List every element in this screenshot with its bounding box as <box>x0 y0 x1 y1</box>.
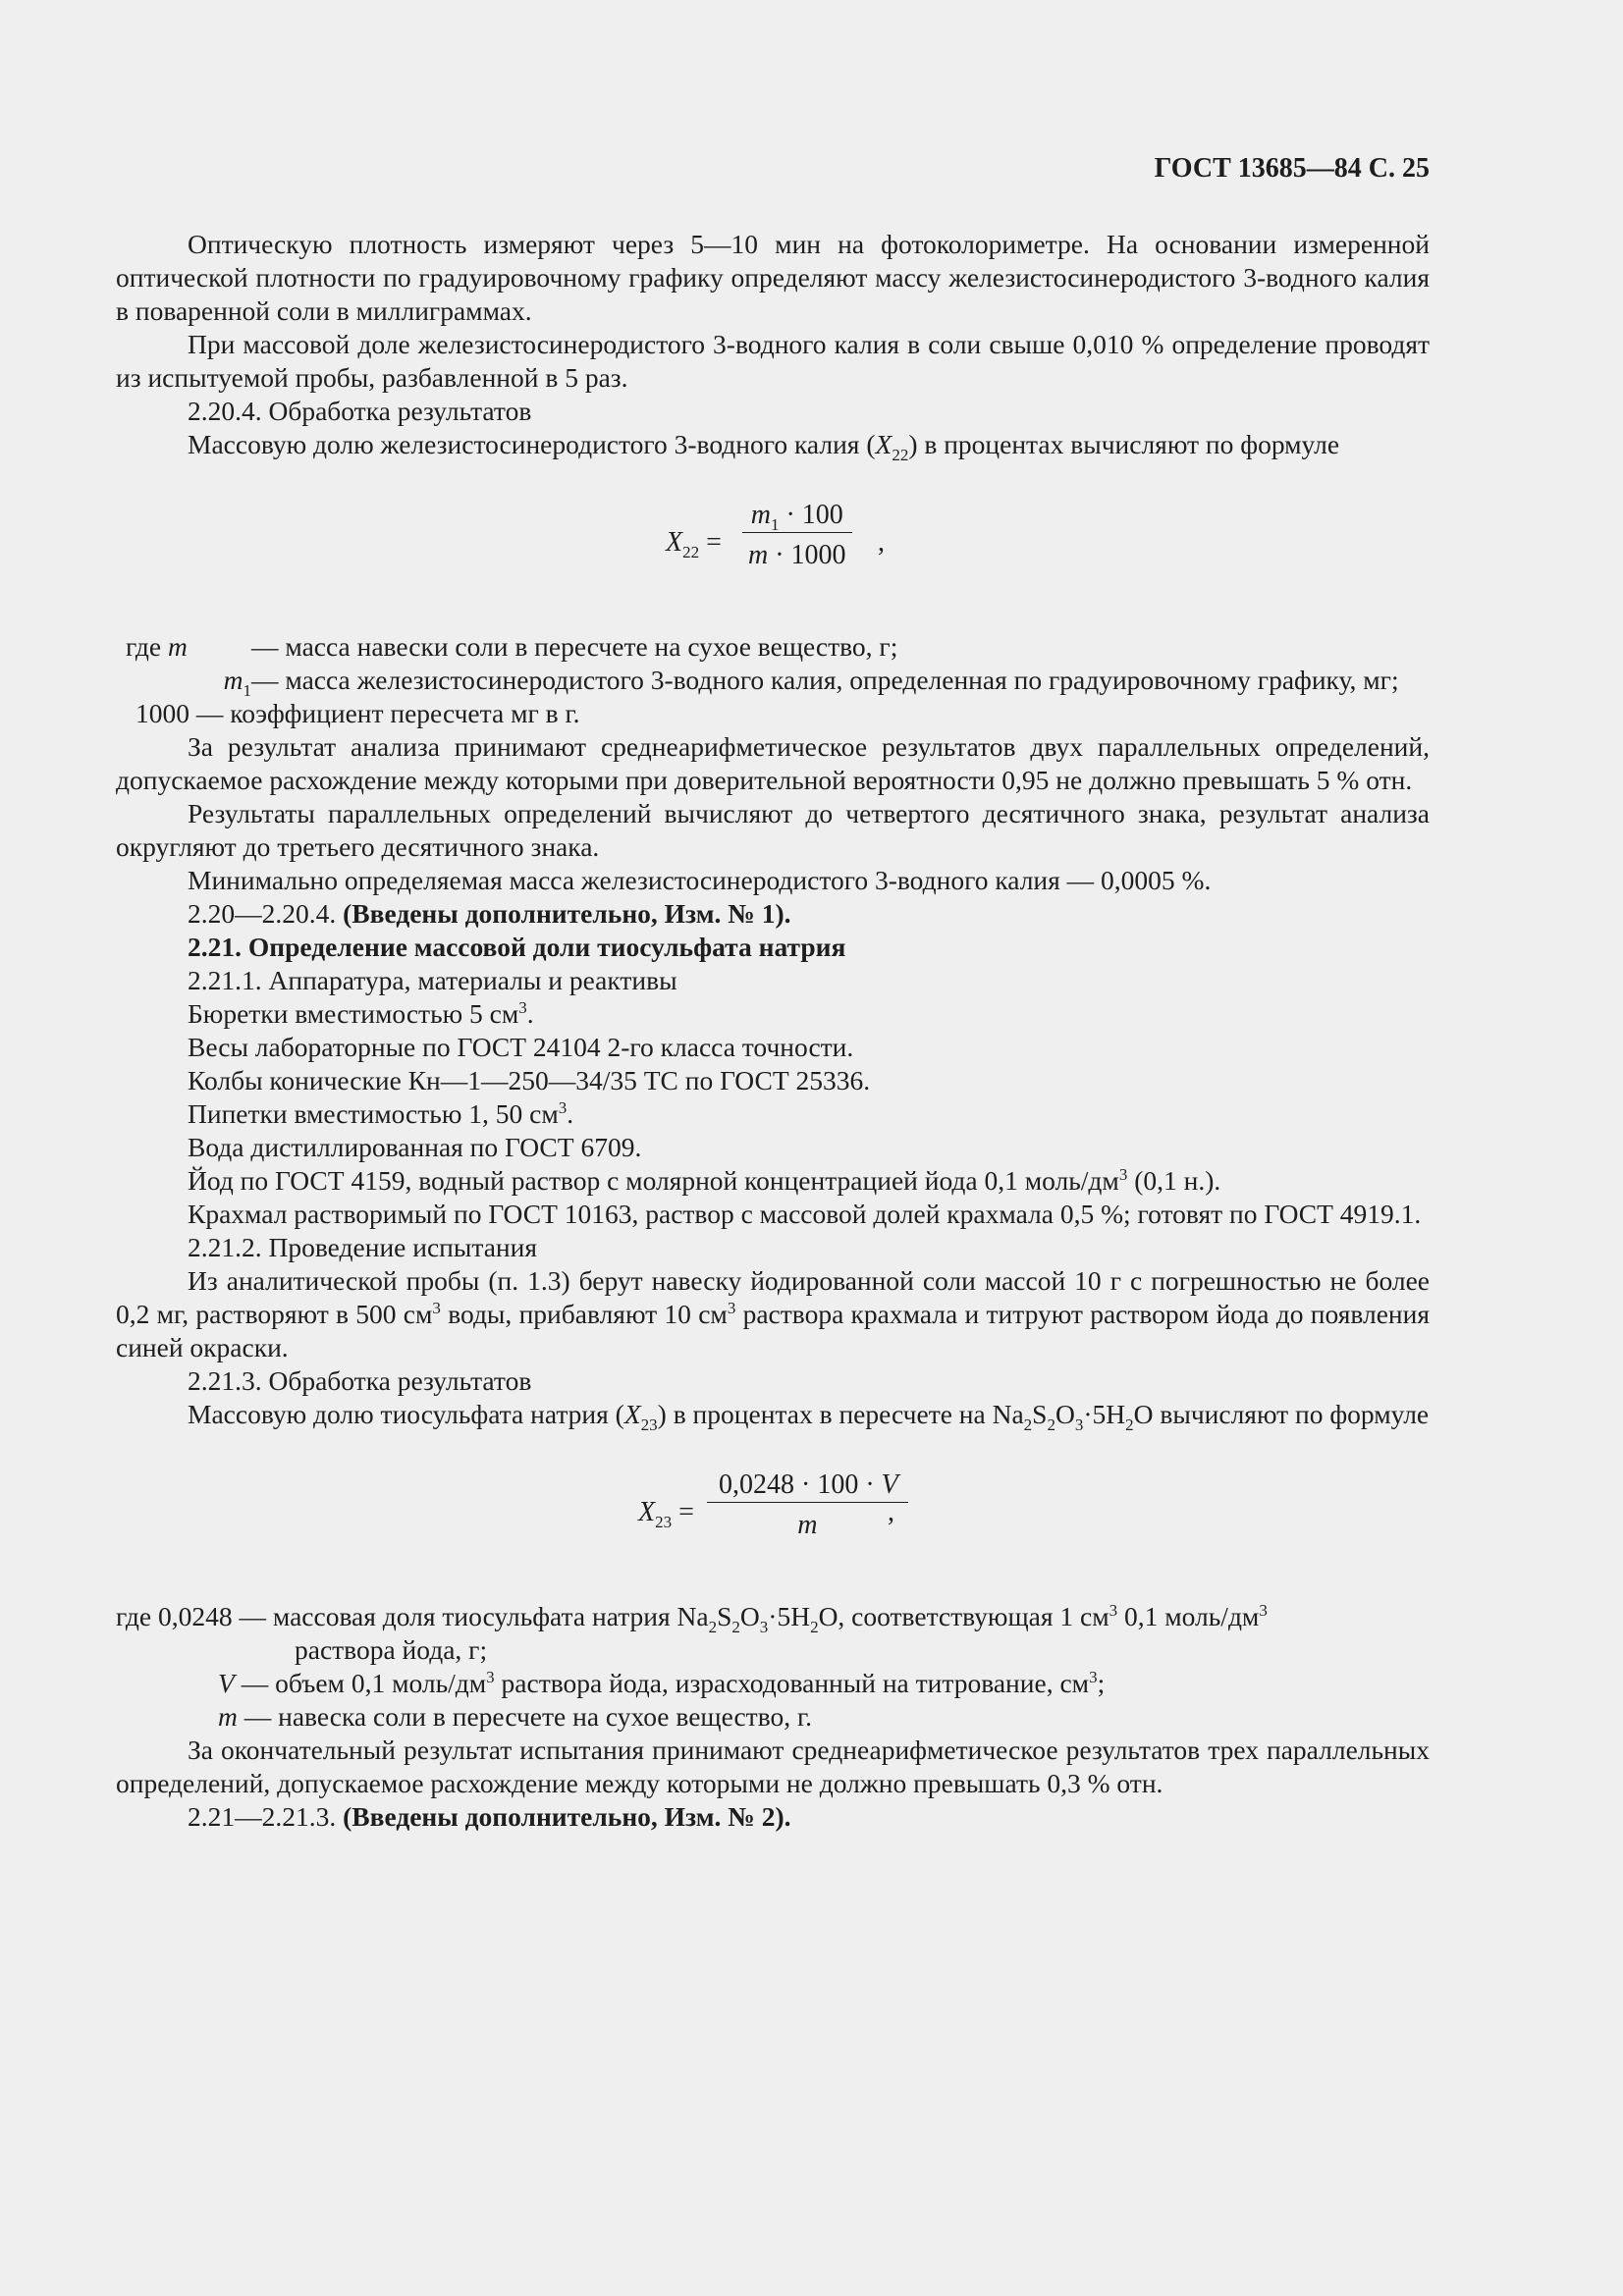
legend-x22-1000: 1000 — коэффициент пересчета мг в г. <box>135 698 580 728</box>
paragraph-rounding: Результаты параллельных определений вычисляют до четвертого десятичного знака, результат анализа округляют до третьего десятичного знака. <box>116 798 1430 862</box>
amendment-note-1: 2.20—2.20.4. (Введены дополнительно, Изм. № 1). <box>188 898 791 929</box>
paragraph-formula-intro-1: Массовую долю железистосинеродистого 3-водного калия $(X_{22})$ в процентах вычисляют по формуле <box>188 429 1340 464</box>
formula-x23-lhs: $X_{23}$ = <box>638 1497 694 1531</box>
paragraph-final-result: За окончательный результат испытания принимают среднеарифметическое результатов трех параллельных определений, допускаемое расхождение между которыми не должно превышать 0,3 % отн. <box>116 1735 1430 1798</box>
legend-x23-coefficient: где 0,0248 — массовая доля тиосульфата натрия $Na_2S_2O_3\cdot 5H_2O$, соответствующая 1 $см^3$ 0,1 моль/$дм^3$ <box>116 1601 1268 1636</box>
legend-x23 <box>116 1600 1430 1734</box>
formula-x22 <box>116 461 1430 618</box>
legend-x23-m: m — навеска соли в пересчете на сухое вещество, г. <box>218 1701 813 1732</box>
formula-x23 <box>116 1431 1430 1588</box>
section-2-21-title: 2.21. Определение массовой доли тиосульфата натрия <box>188 932 846 962</box>
section-2-21-1: 2.21.1. Аппаратура, материалы и реактивы <box>188 965 677 995</box>
formula-x22-lhs: $X_{22}$ = <box>666 527 722 561</box>
legend-x22-m: где m — масса навески соли в пересчете на сухое вещество, г; <box>126 631 898 662</box>
list-item-pipettes: Пипетки вместимостью 1, 50 $см^3$. <box>188 1098 574 1129</box>
paragraph-dilution: При массовой доле железистосинеродистого 3-водного калия в соли свыше 0,010 % определение проводят из испытуемой пробы, разбавленной в 5 раз. <box>116 329 1430 393</box>
page-body <box>116 228 1430 1834</box>
list-item-scales: Весы лабораторные по ГОСТ 24104 2-го класса точности. <box>188 1032 854 1062</box>
formula-x22-denominator: m · 1000 <box>742 532 852 572</box>
amendment-note-2: 2.21—2.21.3. (Введены дополнительно, Изм. № 2). <box>188 1801 791 1832</box>
formula-x23-comma: , <box>888 1497 894 1527</box>
legend-x23-v: V — объем 0,1 моль/$дм^3$ раствора йода, израсходованный на титрование, $см^3$; <box>218 1668 1106 1698</box>
list-item-iodine: Йод по ГОСТ 4159, водный раствор с молярной концентрацией йода 0,1 моль/$дм^3$ (0,1 н.). <box>188 1165 1221 1196</box>
list-item-starch: Крахмал растворимый по ГОСТ 10163, раствор с массовой долей крахмала 0,5 %; готовят по ГОСТ 4919.1. <box>188 1199 1422 1229</box>
legend-x23-coefficient-cont: раствора йода, г; <box>295 1634 488 1665</box>
section-2-21-2: 2.21.2. Проведение испытания <box>188 1232 537 1262</box>
list-item-burettes: Бюретки вместимостью 5 $см^3$. <box>188 998 534 1029</box>
list-item-water: Вода дистиллированная по ГОСТ 6709. <box>188 1132 642 1162</box>
formula-x22-comma: , <box>878 527 885 558</box>
paragraph-result-parallel: За результат анализа принимают среднеарифметическое результатов двух параллельных определений, допускаемое расхождение между которыми при доверительной вероятности 0,95 не должно превышать 5 % отн. <box>116 731 1430 795</box>
section-2-20-4: 2.20.4. Обработка результатов <box>188 396 532 426</box>
paragraph-optical-density: Оптическую плотность измеряют через 5—10 мин на фотоколориметре. На основании измеренной оптической плотности по градуировочному графику определяют массу железистосинеродистого 3-водного калия в поваренной соли в миллиграммах. <box>116 229 1430 326</box>
legend-x22-m1: $m_1$ — масса железистосинеродистого 3-водного калия, определенная по градуировочному графику, мг; <box>223 665 1399 700</box>
paragraph-titration: Из аналитической пробы (п. 1.3) берут навеску йодированной соли массой 10 г с погрешностью не более 0,2 мг, растворяют в 500 $см^3$ воды, прибавляют 10 $см^3$ раствора крахмала и титруют раствором йода до появления синей окраски. <box>116 1265 1430 1362</box>
formula-x23-numerator: 0,0248 · 100 · V <box>719 1469 898 1500</box>
section-2-21-3: 2.21.3. Обработка результатов <box>188 1365 532 1396</box>
formula-x23-denominator: m <box>707 1502 908 1542</box>
formula-x23-fraction <box>707 1468 908 1542</box>
list-item-flasks: Колбы конические Кн—1—250—34/35 ТС по ГОСТ 25336. <box>188 1065 871 1095</box>
page-header: ГОСТ 13685—84 С. 25 <box>1154 153 1430 184</box>
legend-x22 <box>116 630 1430 730</box>
paragraph-formula-intro-2: Массовую долю тиосульфата натрия $(X_{23})$ в процентах в пересчете на $Na_2S_2O_3\cdot 5H_2O$ вычисляют по формуле <box>188 1399 1430 1434</box>
formula-x22-numerator: $m_1 \cdot 100$ <box>750 500 843 534</box>
formula-x22-fraction <box>742 499 852 572</box>
paragraph-minimum-mass: Минимально определяемая масса железистосинеродистого 3-водного калия — 0,0005 %. <box>188 865 1212 895</box>
